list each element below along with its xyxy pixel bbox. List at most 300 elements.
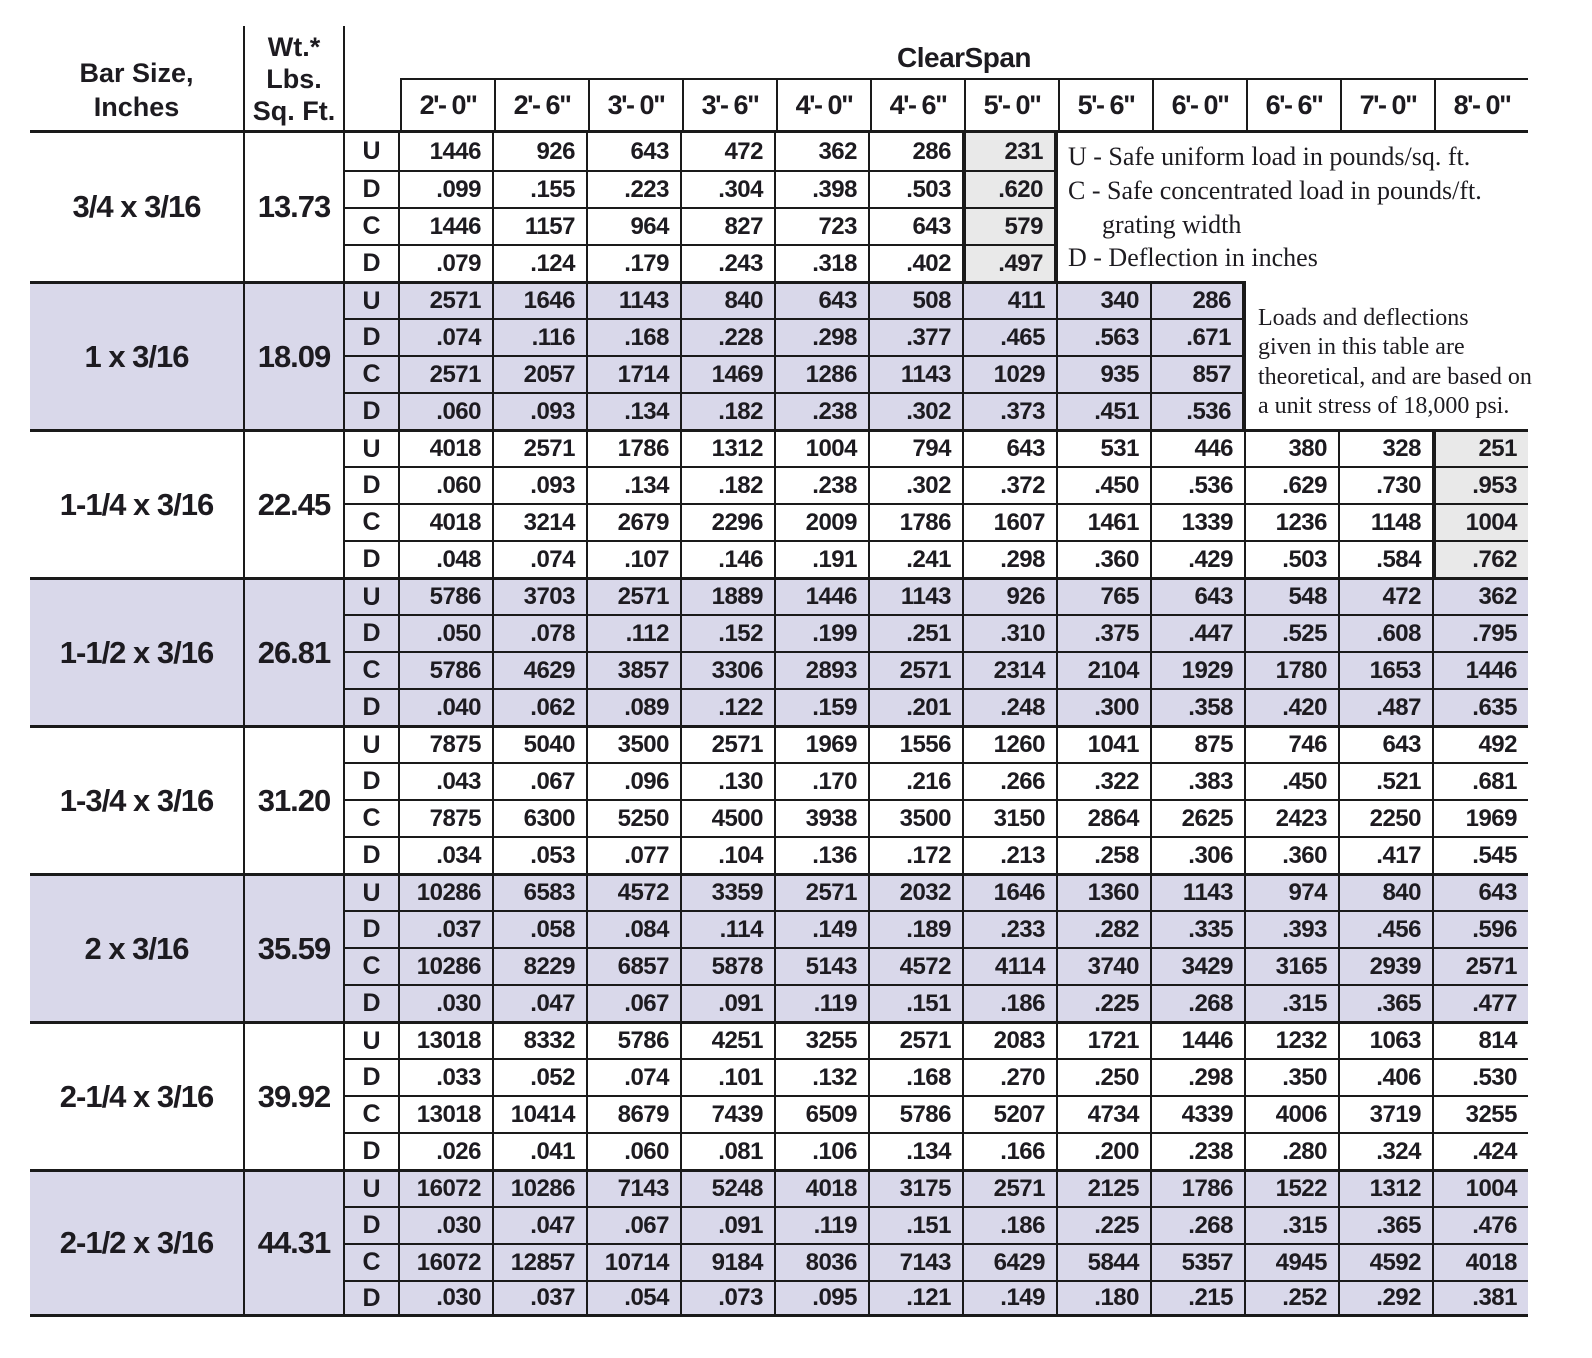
table-cell: 6857 xyxy=(588,947,682,984)
table-cell: 1063 xyxy=(1340,1021,1434,1058)
table-cell: 10414 xyxy=(494,1095,588,1132)
table-cell: 4251 xyxy=(682,1021,776,1058)
table-cell: .149 xyxy=(964,1280,1058,1317)
row-type-label: D xyxy=(345,318,400,355)
table-cell: 2939 xyxy=(1340,947,1434,984)
row-type-label: U xyxy=(345,1021,400,1058)
table-cell: 2571 xyxy=(776,873,870,910)
table-cell: 2571 xyxy=(588,577,682,614)
table-cell: .497 xyxy=(964,244,1058,281)
table-cell: .060 xyxy=(400,392,494,429)
table-cell: 2679 xyxy=(588,503,682,540)
table-cell: 840 xyxy=(682,281,776,318)
table-cell: .584 xyxy=(1340,540,1434,577)
table-cell: 1556 xyxy=(870,725,964,762)
table-cell: 508 xyxy=(870,281,964,318)
span-column-header: 6'- 0" xyxy=(1152,80,1246,130)
table-cell: 2083 xyxy=(964,1021,1058,1058)
table-cell: .530 xyxy=(1434,1058,1528,1095)
row-type-label: C xyxy=(345,207,400,244)
table-cell: 643 xyxy=(870,207,964,244)
table-cell: .058 xyxy=(494,910,588,947)
row-type-label: C xyxy=(345,947,400,984)
table-cell: 6509 xyxy=(776,1095,870,1132)
table-cell: 5878 xyxy=(682,947,776,984)
table-cell: .089 xyxy=(588,688,682,725)
table-cell: .041 xyxy=(494,1132,588,1169)
table-cell: 340 xyxy=(1058,281,1152,318)
table-cell: .280 xyxy=(1246,1132,1340,1169)
table-cell: .402 xyxy=(870,244,964,281)
table-cell: 2571 xyxy=(964,1169,1058,1206)
table-cell: .268 xyxy=(1152,1206,1246,1243)
table-cell: .282 xyxy=(1058,910,1152,947)
table-cell: 1143 xyxy=(870,577,964,614)
table-cell: .536 xyxy=(1152,466,1246,503)
table-cell: 8679 xyxy=(588,1095,682,1132)
table-cell: 6429 xyxy=(964,1243,1058,1280)
table-cell: 2125 xyxy=(1058,1169,1152,1206)
table-cell: .106 xyxy=(776,1132,870,1169)
table-cell: .043 xyxy=(400,762,494,799)
legend-concentrated-load: C - Safe concentrated load in pounds/ft. xyxy=(1068,175,1482,205)
table-cell: .635 xyxy=(1434,688,1528,725)
table-cell: 4945 xyxy=(1246,1243,1340,1280)
table-cell: 2571 xyxy=(870,651,964,688)
span-column-header: 5'- 6" xyxy=(1058,80,1152,130)
table-cell: 1653 xyxy=(1340,651,1434,688)
table-cell: .114 xyxy=(682,910,776,947)
bar-size-value: 2-1/2 x 3/16 xyxy=(30,1169,245,1317)
table-row xyxy=(345,1206,1528,1243)
table-cell: .248 xyxy=(964,688,1058,725)
table-cell: .503 xyxy=(1246,540,1340,577)
table-row xyxy=(345,651,1528,688)
bar-size-value: 1-1/2 x 3/16 xyxy=(30,577,245,725)
table-row xyxy=(345,1169,1528,1206)
table-cell: 1004 xyxy=(1434,1169,1528,1206)
clearspan-title: ClearSpan xyxy=(897,42,1031,73)
table-cell: 380 xyxy=(1246,429,1340,466)
table-cell: 3214 xyxy=(494,503,588,540)
table-cell: .060 xyxy=(400,466,494,503)
table-cell: .079 xyxy=(400,244,494,281)
table-row xyxy=(345,910,1528,947)
table-cell: 875 xyxy=(1152,725,1246,762)
table-cell: 1360 xyxy=(1058,873,1152,910)
table-cell: 2250 xyxy=(1340,799,1434,836)
table-cell: 1004 xyxy=(776,429,870,466)
table-cell: 2009 xyxy=(776,503,870,540)
table-cell: 13018 xyxy=(400,1021,494,1058)
table-cell: .026 xyxy=(400,1132,494,1169)
table-cell: 1446 xyxy=(1434,651,1528,688)
table-group xyxy=(30,429,1528,577)
table-cell: .091 xyxy=(682,1206,776,1243)
table-cell: 10286 xyxy=(400,873,494,910)
table-cell: 1646 xyxy=(494,281,588,318)
table-cell: .318 xyxy=(776,244,870,281)
table-cell: 7875 xyxy=(400,725,494,762)
table-cell: .298 xyxy=(964,540,1058,577)
group-data-rows xyxy=(345,577,1528,725)
table-cell: 8332 xyxy=(494,1021,588,1058)
table-row xyxy=(345,540,1528,577)
table-cell: 1786 xyxy=(870,503,964,540)
table-row xyxy=(345,1095,1528,1132)
table-cell: .268 xyxy=(1152,984,1246,1021)
table-cell: .074 xyxy=(494,540,588,577)
table-cell: .315 xyxy=(1246,1206,1340,1243)
span-column-header: 4'- 6" xyxy=(870,80,964,130)
table-cell: .186 xyxy=(964,1206,1058,1243)
table-cell: .681 xyxy=(1434,762,1528,799)
legend-concentrated-load-cont: grating width xyxy=(1102,209,1242,239)
table-cell: .136 xyxy=(776,836,870,873)
table-cell: 286 xyxy=(1152,281,1246,318)
table-cell: 1446 xyxy=(400,207,494,244)
row-type-label: D xyxy=(345,392,400,429)
table-cell: .189 xyxy=(870,910,964,947)
table-cell: .095 xyxy=(776,1280,870,1317)
table-cell: 3857 xyxy=(588,651,682,688)
table-cell: .037 xyxy=(400,910,494,947)
table-cell: .223 xyxy=(588,170,682,207)
table-cell: .375 xyxy=(1058,614,1152,651)
table-cell: 1312 xyxy=(1340,1169,1434,1206)
table-cell: 1232 xyxy=(1246,1021,1340,1058)
row-type-label: U xyxy=(345,133,400,170)
table-cell: 4500 xyxy=(682,799,776,836)
table-cell: 1286 xyxy=(776,355,870,392)
table-cell: .159 xyxy=(776,688,870,725)
table-cell: .191 xyxy=(776,540,870,577)
table-cell: .358 xyxy=(1152,688,1246,725)
group-data-rows xyxy=(345,1021,1528,1169)
row-type-label: D xyxy=(345,540,400,577)
table-cell: .050 xyxy=(400,614,494,651)
row-type-label: C xyxy=(345,651,400,688)
row-type-column-spacer xyxy=(345,26,400,130)
table-cell: .093 xyxy=(494,466,588,503)
table-cell: .152 xyxy=(682,614,776,651)
row-type-label: U xyxy=(345,577,400,614)
table-row xyxy=(345,1132,1528,1169)
weight-value: 31.20 xyxy=(245,725,345,873)
table-cell: .671 xyxy=(1152,318,1246,355)
table-cell: .078 xyxy=(494,614,588,651)
table-cell: .424 xyxy=(1434,1132,1528,1169)
table-cell: .168 xyxy=(588,318,682,355)
legend-uniform-load: U - Safe uniform load in pounds/sq. ft. xyxy=(1068,142,1471,171)
table-cell: .451 xyxy=(1058,392,1152,429)
table-cell: 1969 xyxy=(776,725,870,762)
table-cell: .062 xyxy=(494,688,588,725)
row-type-label: U xyxy=(345,429,400,466)
table-cell: 926 xyxy=(964,577,1058,614)
grating-load-table xyxy=(30,26,1532,1317)
row-type-label: U xyxy=(345,873,400,910)
table-cell: 3165 xyxy=(1246,947,1340,984)
table-cell: .067 xyxy=(588,1206,682,1243)
table-cell: 2571 xyxy=(1434,947,1528,984)
bar-size-value: 3/4 x 3/16 xyxy=(30,133,245,281)
table-cell: .350 xyxy=(1246,1058,1340,1095)
table-cell: 5786 xyxy=(400,577,494,614)
table-cell: 1522 xyxy=(1246,1169,1340,1206)
table-cell: .101 xyxy=(682,1058,776,1095)
table-cell: .047 xyxy=(494,1206,588,1243)
table-cell: 1969 xyxy=(1434,799,1528,836)
table-cell: .525 xyxy=(1246,614,1340,651)
table-cell: 1143 xyxy=(588,281,682,318)
table-cell: .060 xyxy=(588,1132,682,1169)
table-cell: 2104 xyxy=(1058,651,1152,688)
table-cell: .252 xyxy=(1246,1280,1340,1317)
table-cell: 3500 xyxy=(870,799,964,836)
table-cell: .047 xyxy=(494,984,588,1021)
note-line1: Loads and deflections xyxy=(1258,305,1469,331)
table-group xyxy=(30,725,1528,873)
table-cell: .266 xyxy=(964,762,1058,799)
table-cell: 5250 xyxy=(588,799,682,836)
table-row xyxy=(345,429,1528,466)
table-cell: .030 xyxy=(400,1280,494,1317)
table-cell: .228 xyxy=(682,318,776,355)
table-cell: 1312 xyxy=(682,429,776,466)
table-group xyxy=(30,577,1528,725)
table-cell: 251 xyxy=(1434,429,1528,466)
bar-size-value: 1-1/4 x 3/16 xyxy=(30,429,245,577)
table-cell: 446 xyxy=(1152,429,1246,466)
group-data-rows xyxy=(345,873,1528,1021)
table-cell: .067 xyxy=(494,762,588,799)
table-cell: 362 xyxy=(1434,577,1528,614)
table-cell: 548 xyxy=(1246,577,1340,614)
table-cell: 840 xyxy=(1340,873,1434,910)
table-cell: .365 xyxy=(1340,984,1434,1021)
table-cell: .298 xyxy=(1152,1058,1246,1095)
table-cell: 4006 xyxy=(1246,1095,1340,1132)
bar-size-value: 2-1/4 x 3/16 xyxy=(30,1021,245,1169)
table-cell: .201 xyxy=(870,688,964,725)
table-cell: 2057 xyxy=(494,355,588,392)
row-type-label: D xyxy=(345,762,400,799)
table-cell: .034 xyxy=(400,836,494,873)
table-cell: 3306 xyxy=(682,651,776,688)
table-cell: 579 xyxy=(964,207,1058,244)
table-cell: 7143 xyxy=(870,1243,964,1280)
table-cell: .104 xyxy=(682,836,776,873)
table-cell: 1004 xyxy=(1434,503,1528,540)
table-cell: 723 xyxy=(776,207,870,244)
table-cell: .536 xyxy=(1152,392,1246,429)
table-cell: 7439 xyxy=(682,1095,776,1132)
row-type-label: D xyxy=(345,1206,400,1243)
weight-header-line3: Sq. Ft. xyxy=(252,96,336,127)
table-group xyxy=(30,873,1528,1021)
row-type-label: C xyxy=(345,1095,400,1132)
group-data-rows xyxy=(345,725,1528,873)
table-row xyxy=(345,1243,1528,1280)
table-cell: .233 xyxy=(964,910,1058,947)
table-cell: 1029 xyxy=(964,355,1058,392)
table-cell: .243 xyxy=(682,244,776,281)
table-cell: 2571 xyxy=(494,429,588,466)
table-cell: 827 xyxy=(682,207,776,244)
row-type-label: U xyxy=(345,281,400,318)
table-cell: .545 xyxy=(1434,836,1528,873)
table-cell: 328 xyxy=(1340,429,1434,466)
table-cell: .146 xyxy=(682,540,776,577)
table-cell: 964 xyxy=(588,207,682,244)
table-cell: 974 xyxy=(1246,873,1340,910)
table-cell: .302 xyxy=(870,466,964,503)
table-cell: 1786 xyxy=(1152,1169,1246,1206)
table-cell: 8036 xyxy=(776,1243,870,1280)
table-cell: .503 xyxy=(870,170,964,207)
table-row xyxy=(345,1058,1528,1095)
weight-header-line2: Lbs. xyxy=(266,64,322,95)
table-cell: 1721 xyxy=(1058,1021,1152,1058)
table-cell: 1260 xyxy=(964,725,1058,762)
row-type-label: D xyxy=(345,170,400,207)
weight-header-line1: Wt.* xyxy=(267,32,321,63)
table-cell: 472 xyxy=(682,133,776,170)
table-cell: 16072 xyxy=(400,1169,494,1206)
table-cell: 231 xyxy=(964,133,1058,170)
table-cell: .521 xyxy=(1340,762,1434,799)
table-cell: 4339 xyxy=(1152,1095,1246,1132)
table-cell: 814 xyxy=(1434,1021,1528,1058)
table-cell: .795 xyxy=(1434,614,1528,651)
table-cell: 492 xyxy=(1434,725,1528,762)
table-cell: .074 xyxy=(588,1058,682,1095)
table-cell: .335 xyxy=(1152,910,1246,947)
table-cell: .172 xyxy=(870,836,964,873)
table-cell: .306 xyxy=(1152,836,1246,873)
table-cell: .225 xyxy=(1058,1206,1152,1243)
span-column-header: 7'- 0" xyxy=(1340,80,1434,130)
table-cell: 3255 xyxy=(776,1021,870,1058)
table-header xyxy=(30,26,1528,133)
table-cell: 1041 xyxy=(1058,725,1152,762)
table-cell: .476 xyxy=(1434,1206,1528,1243)
table-cell: .107 xyxy=(588,540,682,577)
table-cell: .302 xyxy=(870,392,964,429)
span-column-header: 2'- 6" xyxy=(494,80,588,130)
table-cell: .130 xyxy=(682,762,776,799)
table-cell: 1607 xyxy=(964,503,1058,540)
table-cell: 857 xyxy=(1152,355,1246,392)
table-cell: .465 xyxy=(964,318,1058,355)
table-cell: .134 xyxy=(588,392,682,429)
table-cell: .040 xyxy=(400,688,494,725)
table-cell: .447 xyxy=(1152,614,1246,651)
table-cell: .381 xyxy=(1434,1280,1528,1317)
weight-column-header xyxy=(245,26,345,130)
table-cell: 5786 xyxy=(870,1095,964,1132)
table-cell: 2625 xyxy=(1152,799,1246,836)
span-column-header: 4'- 0" xyxy=(776,80,870,130)
table-cell: .629 xyxy=(1246,466,1340,503)
table-cell: 3938 xyxy=(776,799,870,836)
table-cell: .429 xyxy=(1152,540,1246,577)
table-cell: 411 xyxy=(964,281,1058,318)
table-cell: .360 xyxy=(1246,836,1340,873)
weight-value: 26.81 xyxy=(245,577,345,725)
group-data-rows xyxy=(345,429,1528,577)
table-cell: 1446 xyxy=(1152,1021,1246,1058)
row-type-label: C xyxy=(345,503,400,540)
weight-value: 44.31 xyxy=(245,1169,345,1317)
table-cell: 1929 xyxy=(1152,651,1246,688)
weight-value: 13.73 xyxy=(245,133,345,281)
table-cell: 1889 xyxy=(682,577,776,614)
table-cell: 4114 xyxy=(964,947,1058,984)
table-cell: 5357 xyxy=(1152,1243,1246,1280)
table-cell: .383 xyxy=(1152,762,1246,799)
table-row xyxy=(345,1280,1528,1317)
table-cell: .182 xyxy=(682,392,776,429)
span-column-header: 6'- 6" xyxy=(1246,80,1340,130)
table-cell: .322 xyxy=(1058,762,1152,799)
table-cell: 1461 xyxy=(1058,503,1152,540)
table-cell: .121 xyxy=(870,1280,964,1317)
table-cell: .596 xyxy=(1434,910,1528,947)
row-type-label: D xyxy=(345,466,400,503)
table-cell: 3740 xyxy=(1058,947,1152,984)
table-cell: 3719 xyxy=(1340,1095,1434,1132)
table-cell: 4734 xyxy=(1058,1095,1152,1132)
table-cell: 926 xyxy=(494,133,588,170)
table-cell: .250 xyxy=(1058,1058,1152,1095)
group-data-rows xyxy=(345,1169,1528,1317)
table-cell: 9184 xyxy=(682,1243,776,1280)
table-cell: 1148 xyxy=(1340,503,1434,540)
table-cell: .093 xyxy=(494,392,588,429)
table-cell: 2893 xyxy=(776,651,870,688)
table-cell: 13018 xyxy=(400,1095,494,1132)
span-column-header: 2'- 0" xyxy=(400,80,494,130)
table-cell: .608 xyxy=(1340,614,1434,651)
table-cell: 16072 xyxy=(400,1243,494,1280)
table-cell: 12857 xyxy=(494,1243,588,1280)
table-cell: .270 xyxy=(964,1058,1058,1095)
bar-size-value: 1-3/4 x 3/16 xyxy=(30,725,245,873)
weight-value: 35.59 xyxy=(245,873,345,1021)
row-type-label: D xyxy=(345,1132,400,1169)
bar-size-header-line2: Inches xyxy=(93,92,180,122)
table-group xyxy=(30,1021,1528,1169)
table-cell: 2571 xyxy=(400,281,494,318)
table-cell: .304 xyxy=(682,170,776,207)
table-cell: .122 xyxy=(682,688,776,725)
table-cell: 4018 xyxy=(400,429,494,466)
table-cell: .238 xyxy=(1152,1132,1246,1169)
table-cell: 935 xyxy=(1058,355,1152,392)
table-cell: 472 xyxy=(1340,577,1434,614)
table-row xyxy=(345,688,1528,725)
row-type-label: D xyxy=(345,1058,400,1095)
table-cell: .373 xyxy=(964,392,1058,429)
table-cell: 10286 xyxy=(400,947,494,984)
table-cell: .377 xyxy=(870,318,964,355)
table-cell: .450 xyxy=(1058,466,1152,503)
table-cell: .450 xyxy=(1246,762,1340,799)
table-cell: .166 xyxy=(964,1132,1058,1169)
note-line4: a unit stress of 18,000 psi. xyxy=(1258,392,1510,419)
